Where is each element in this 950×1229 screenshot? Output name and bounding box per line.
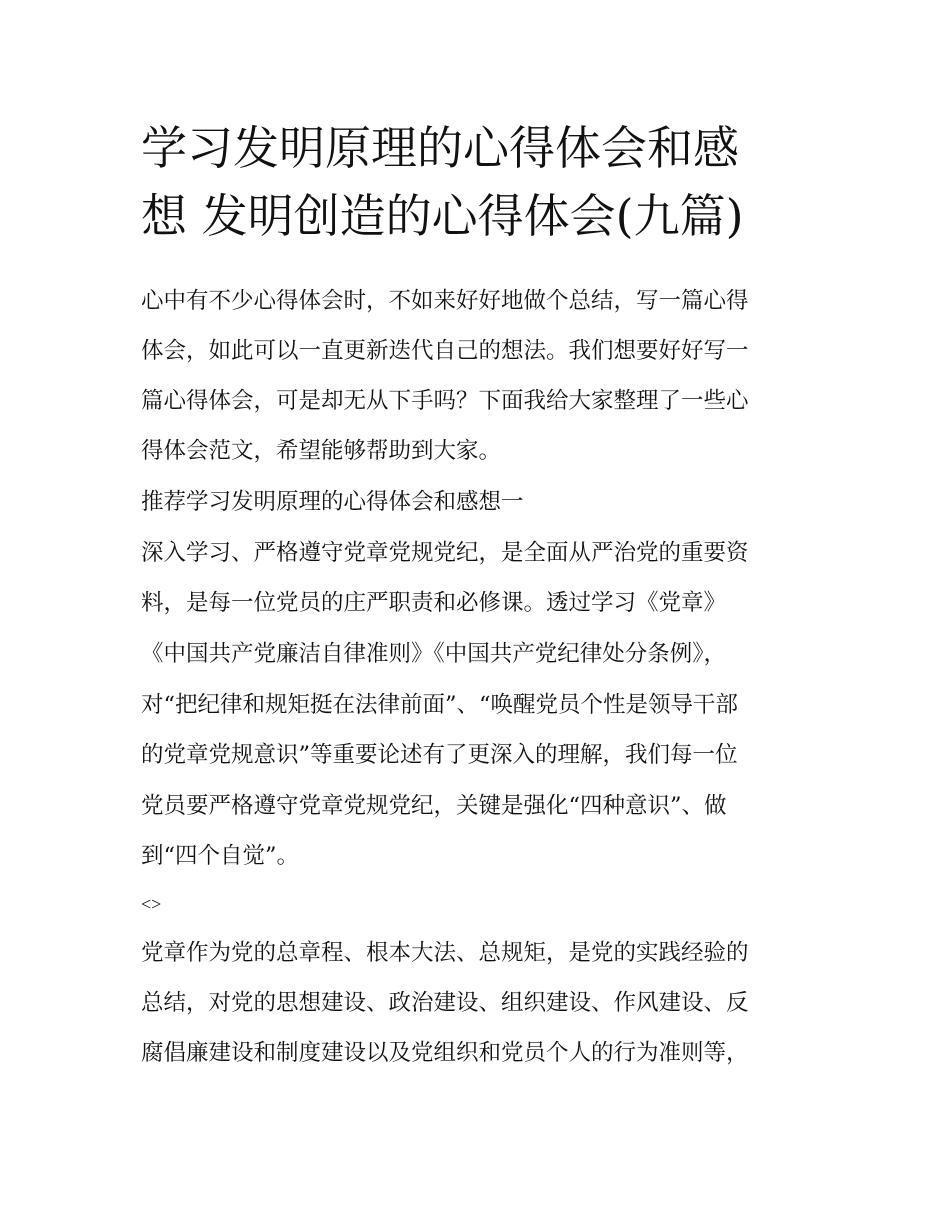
- intro-line: 体会，如此可以一直更新迭代自己的想法。我们想要好好写一: [141, 338, 749, 364]
- body-line: 党章作为党的总章程、根本大法、总规矩，是党的实践经验的: [141, 940, 749, 966]
- intro-line: 得体会范文，希望能够帮助到大家。: [141, 438, 502, 464]
- body-line: 党员要严格遵守党章党规党纪，关键是强化“四种意识”、做: [141, 793, 727, 819]
- body-line: 到“四个自觉”。: [141, 843, 300, 869]
- title-line: 想 发明创造的心得体会(九篇): [141, 189, 744, 243]
- body-line: 对“把纪律和规矩挺在法律前面”、“唤醒党员个性是领导干部: [141, 692, 739, 718]
- body-line: 深入学习、严格遵守党章党规党纪，是全面从严治党的重要资: [141, 540, 749, 566]
- image-placeholder-marker: <>: [141, 894, 162, 914]
- section-heading: 推荐学习发明原理的心得体会和感想一: [141, 489, 524, 515]
- body-line: 《中国共产党廉洁自律准则》《中国共产党纪律处分条例》，: [141, 641, 727, 667]
- intro-line: 心中有不少心得体会时，不如来好好地做个总结，写一篇心得: [141, 288, 749, 314]
- document-title: [141, 114, 821, 250]
- body-line: 腐倡廉建设和制度建设以及党组织和党员个人的行为准则等，: [141, 1040, 749, 1066]
- title-line: 学习发明原理的心得体会和感: [141, 121, 739, 175]
- intro-line: 篇心得体会，可是却无从下手吗？下面我给大家整理了一些心: [141, 388, 749, 414]
- body-line: 料，是每一位党员的庄严职责和必修课。透过学习《党章》: [141, 590, 727, 616]
- body-line: 的党章党规意识”等重要论述有了更深入的理解，我们每一位: [141, 742, 738, 768]
- body-line: 总结，对党的思想建设、政治建设、组织建设、作风建设、反: [141, 990, 749, 1016]
